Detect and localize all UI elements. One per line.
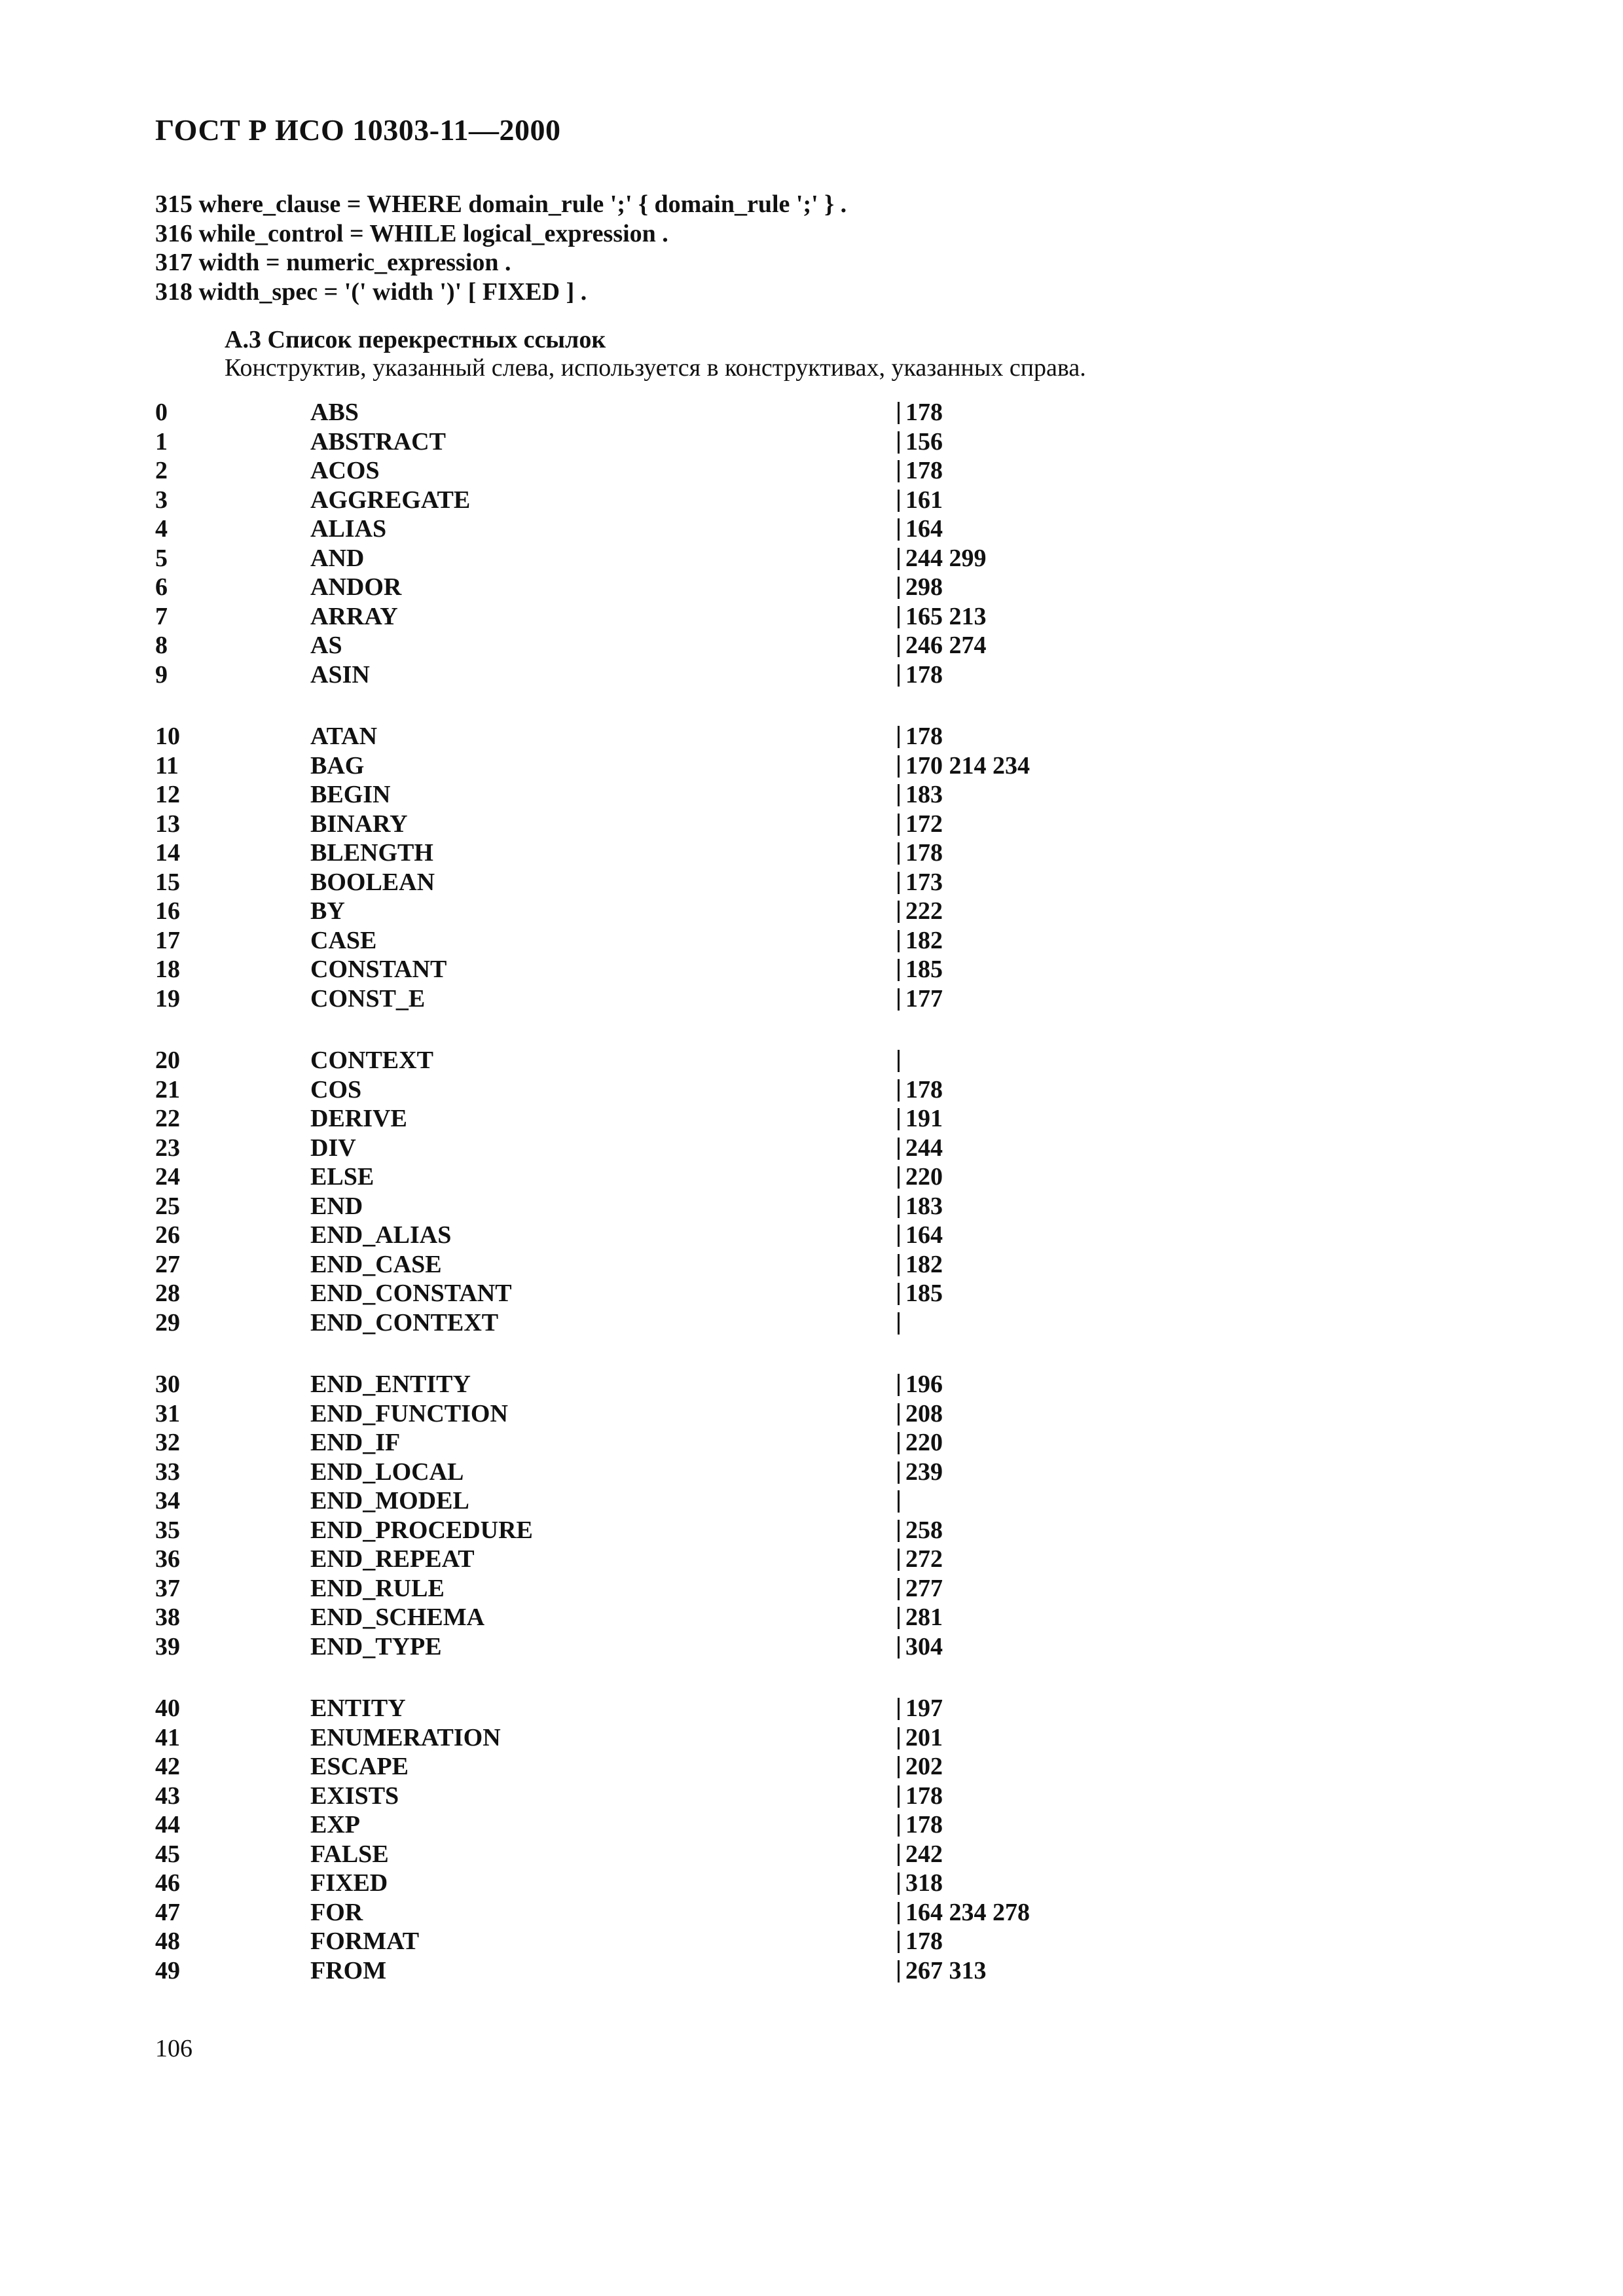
construct-number: 32 <box>155 1429 180 1456</box>
separator-bar <box>898 577 900 599</box>
construct-number: 16 <box>155 897 180 925</box>
separator-bar <box>898 988 900 1011</box>
construct-name: BY <box>310 897 345 925</box>
construct-number: 42 <box>155 1753 180 1780</box>
separator-bar <box>898 814 900 836</box>
construct-name: END_SCHEMA <box>310 1604 485 1631</box>
construct-number: 38 <box>155 1604 180 1631</box>
construct-references: 197 <box>905 1695 943 1722</box>
construct-references: 165 213 <box>905 602 987 630</box>
separator-bar <box>898 872 900 894</box>
construct-name: AND <box>310 544 365 572</box>
construct-name: FOR <box>310 1898 363 1926</box>
construct-references: 185 <box>905 956 943 983</box>
construct-name: FIXED <box>310 1869 388 1897</box>
construct-references: 178 <box>905 660 943 689</box>
construct-references: 164 <box>905 1221 943 1249</box>
grammar-rule: 316 while_control = WHILE logical_expression . <box>155 219 668 247</box>
section-title: А.3 Список перекрестных ссылок <box>225 326 606 353</box>
construct-number: 27 <box>155 1250 180 1278</box>
construct-number: 19 <box>155 984 180 1013</box>
construct-references: 246 274 <box>905 632 987 659</box>
separator-bar <box>898 1636 900 1659</box>
separator-bar <box>898 1283 900 1305</box>
construct-references: 281 <box>905 1604 943 1631</box>
construct-number: 1 <box>155 427 168 456</box>
separator-bar <box>898 1462 900 1484</box>
construct-number: 47 <box>155 1898 180 1926</box>
separator-bar <box>898 1312 900 1335</box>
construct-references: 208 <box>905 1399 943 1427</box>
separator-bar <box>898 784 900 806</box>
separator-bar <box>898 490 900 512</box>
construct-number: 31 <box>155 1399 180 1427</box>
grammar-rule: 317 width = numeric_expression . <box>155 249 511 276</box>
separator-bar <box>898 1727 900 1749</box>
separator-bar <box>898 1166 900 1189</box>
construct-number: 17 <box>155 926 180 954</box>
construct-number: 34 <box>155 1487 180 1515</box>
construct-name: DERIVE <box>310 1105 407 1132</box>
construct-number: 21 <box>155 1075 180 1103</box>
separator-bar <box>898 1403 900 1426</box>
grammar-rules <box>155 190 847 306</box>
construct-references: 196 <box>905 1371 943 1398</box>
construct-name: ENTITY <box>310 1695 406 1722</box>
construct-references: 178 <box>905 1075 943 1103</box>
construct-references: 267 313 <box>905 1956 987 1984</box>
separator-bar <box>898 1079 900 1102</box>
construct-number: 39 <box>155 1632 180 1660</box>
construct-name: DIV <box>310 1134 356 1162</box>
construct-number: 30 <box>155 1371 180 1398</box>
separator-bar <box>898 1698 900 1720</box>
construct-name: EXP <box>310 1811 360 1839</box>
grammar-rule: 318 width_spec = '(' width ')' [ FIXED ] . <box>155 278 587 306</box>
construct-name: CONST_E <box>310 984 426 1013</box>
construct-references: 318 <box>905 1869 943 1897</box>
construct-name: ACOS <box>310 457 380 484</box>
construct-name: END_ALIAS <box>310 1221 452 1249</box>
separator-bar <box>898 460 900 482</box>
construct-name: ARRAY <box>310 602 398 630</box>
separator-bar <box>898 1254 900 1276</box>
construct-references: 244 <box>905 1134 943 1162</box>
construct-name: END_IF <box>310 1429 401 1456</box>
construct-references: 185 <box>905 1280 943 1307</box>
construct-name: ATAN <box>310 723 378 750</box>
construct-references: 244 299 <box>905 544 987 572</box>
construct-name: BOOLEAN <box>310 868 435 896</box>
construct-references: 156 <box>905 427 943 456</box>
separator-bar <box>898 1490 900 1513</box>
construct-number: 23 <box>155 1134 180 1162</box>
construct-references: 173 <box>905 868 943 896</box>
separator-bar <box>898 1607 900 1629</box>
construct-references: 172 <box>905 810 943 838</box>
separator-bar <box>898 1931 900 1953</box>
separator-bar <box>898 1756 900 1778</box>
construct-references: 178 <box>905 1782 943 1810</box>
separator-bar <box>898 755 900 778</box>
separator-bar <box>898 431 900 454</box>
separator-bar <box>898 402 900 424</box>
construct-references: 183 <box>905 781 943 808</box>
construct-name: ENUMERATION <box>310 1723 501 1751</box>
construct-name: END_CASE <box>310 1250 442 1278</box>
construct-references: 201 <box>905 1723 943 1751</box>
separator-bar <box>898 1814 900 1837</box>
construct-number: 24 <box>155 1163 180 1191</box>
construct-name: END_TYPE <box>310 1632 442 1660</box>
construct-name: CASE <box>310 926 377 954</box>
construct-name: CONSTANT <box>310 956 447 983</box>
separator-bar <box>898 1785 900 1808</box>
construct-number: 41 <box>155 1723 180 1751</box>
construct-references: 298 <box>905 573 943 601</box>
document-header: ГОСТ Р ИСО 10303-11—2000 <box>155 113 561 147</box>
construct-number: 2 <box>155 457 168 484</box>
construct-name: END_FUNCTION <box>310 1399 508 1427</box>
construct-number: 48 <box>155 1928 180 1955</box>
construct-name: ABSTRACT <box>310 427 446 456</box>
separator-bar <box>898 1873 900 1895</box>
construct-name: END_PROCEDURE <box>310 1516 533 1544</box>
separator-bar <box>898 635 900 657</box>
construct-name: BEGIN <box>310 781 391 808</box>
construct-number: 29 <box>155 1308 180 1336</box>
construct-references: 178 <box>905 723 943 750</box>
construct-number: 25 <box>155 1192 180 1220</box>
construct-name: ELSE <box>310 1163 374 1191</box>
construct-number: 7 <box>155 602 168 630</box>
separator-bar <box>898 726 900 748</box>
construct-name: COS <box>310 1075 362 1103</box>
separator-bar <box>898 1902 900 1924</box>
construct-references: 177 <box>905 984 943 1013</box>
separator-bar <box>898 1108 900 1130</box>
construct-number: 35 <box>155 1516 180 1544</box>
construct-number: 9 <box>155 660 168 689</box>
construct-number: 26 <box>155 1221 180 1249</box>
construct-references: 242 <box>905 1840 943 1868</box>
construct-number: 33 <box>155 1458 180 1486</box>
separator-bar <box>898 1960 900 1982</box>
construct-name: END_MODEL <box>310 1487 469 1515</box>
construct-references: 191 <box>905 1105 943 1132</box>
construct-references: 258 <box>905 1516 943 1544</box>
construct-number: 18 <box>155 956 180 983</box>
separator-bar <box>898 901 900 923</box>
separator-bar <box>898 1520 900 1542</box>
separator-bar <box>898 548 900 570</box>
construct-number: 44 <box>155 1811 180 1839</box>
construct-number: 4 <box>155 515 168 543</box>
construct-number: 3 <box>155 486 168 514</box>
separator-bar <box>898 842 900 865</box>
page-number: 106 <box>155 2035 192 2062</box>
separator-bar <box>898 1225 900 1247</box>
construct-number: 43 <box>155 1782 180 1810</box>
construct-name: END <box>310 1192 363 1220</box>
construct-references: 161 <box>905 486 943 514</box>
separator-bar <box>898 930 900 952</box>
construct-name: FALSE <box>310 1840 389 1868</box>
construct-number: 37 <box>155 1574 180 1602</box>
construct-references: 222 <box>905 897 943 925</box>
construct-number: 13 <box>155 810 180 838</box>
construct-number: 40 <box>155 1695 180 1722</box>
grammar-rule: 315 where_clause = WHERE domain_rule ';' { domain_rule ';' } . <box>155 190 847 218</box>
construct-number: 10 <box>155 723 180 750</box>
construct-references: 202 <box>905 1753 943 1780</box>
separator-bar <box>898 606 900 628</box>
construct-references: 220 <box>905 1429 943 1456</box>
construct-number: 12 <box>155 781 180 808</box>
construct-name: END_REPEAT <box>310 1545 475 1573</box>
separator-bar <box>898 1432 900 1454</box>
construct-references: 239 <box>905 1458 943 1486</box>
construct-name: BLENGTH <box>310 839 433 867</box>
construct-number: 6 <box>155 573 168 601</box>
construct-name: EXISTS <box>310 1782 399 1810</box>
construct-references: 272 <box>905 1545 943 1573</box>
construct-references: 178 <box>905 457 943 484</box>
construct-name: ANDOR <box>310 573 402 601</box>
construct-name: ALIAS <box>310 515 387 543</box>
construct-number: 11 <box>155 751 179 780</box>
separator-bar <box>898 1844 900 1866</box>
construct-name: END_CONSTANT <box>310 1280 512 1307</box>
construct-references: 164 <box>905 515 943 543</box>
construct-number: 5 <box>155 544 168 572</box>
separator-bar <box>898 1578 900 1600</box>
construct-name: ABS <box>310 399 359 426</box>
construct-name: FORMAT <box>310 1928 420 1955</box>
construct-number: 49 <box>155 1956 180 1984</box>
construct-name: END_ENTITY <box>310 1371 471 1398</box>
construct-name: ESCAPE <box>310 1753 409 1780</box>
construct-name: END_RULE <box>310 1574 445 1602</box>
construct-number: 45 <box>155 1840 180 1868</box>
construct-number: 15 <box>155 868 180 896</box>
construct-name: END_CONTEXT <box>310 1308 499 1336</box>
separator-bar <box>898 1196 900 1218</box>
construct-references: 178 <box>905 399 943 426</box>
separator-bar <box>898 959 900 981</box>
separator-bar <box>898 1374 900 1396</box>
construct-references: 178 <box>905 839 943 867</box>
separator-bar <box>898 1138 900 1160</box>
construct-references: 220 <box>905 1163 943 1191</box>
construct-number: 8 <box>155 632 168 659</box>
separator-bar <box>898 1549 900 1571</box>
separator-bar <box>898 1050 900 1072</box>
construct-name: BINARY <box>310 810 408 838</box>
separator-bar <box>898 518 900 541</box>
construct-name: FROM <box>310 1956 387 1984</box>
construct-references: 178 <box>905 1811 943 1839</box>
construct-references: 182 <box>905 926 943 954</box>
construct-name: AS <box>310 632 342 659</box>
construct-number: 20 <box>155 1047 180 1074</box>
construct-name: BAG <box>310 751 365 780</box>
construct-references: 170 214 234 <box>905 751 1030 780</box>
construct-references: 304 <box>905 1632 943 1660</box>
construct-number: 22 <box>155 1105 180 1132</box>
separator-bar <box>898 664 900 687</box>
construct-number: 36 <box>155 1545 180 1573</box>
construct-references: 183 <box>905 1192 943 1220</box>
construct-name: ASIN <box>310 660 370 689</box>
construct-references: 182 <box>905 1250 943 1278</box>
construct-name: CONTEXT <box>310 1047 433 1074</box>
construct-number: 46 <box>155 1869 180 1897</box>
construct-number: 14 <box>155 839 180 867</box>
construct-references: 164 234 278 <box>905 1898 1030 1926</box>
construct-references: 178 <box>905 1928 943 1955</box>
construct-references: 277 <box>905 1574 943 1602</box>
section-description: Конструктив, указанный слева, используется в конструктивах, указанных справа. <box>225 354 1086 382</box>
construct-name: END_LOCAL <box>310 1458 464 1486</box>
construct-number: 0 <box>155 399 168 426</box>
construct-number: 28 <box>155 1280 180 1307</box>
construct-name: AGGREGATE <box>310 486 471 514</box>
